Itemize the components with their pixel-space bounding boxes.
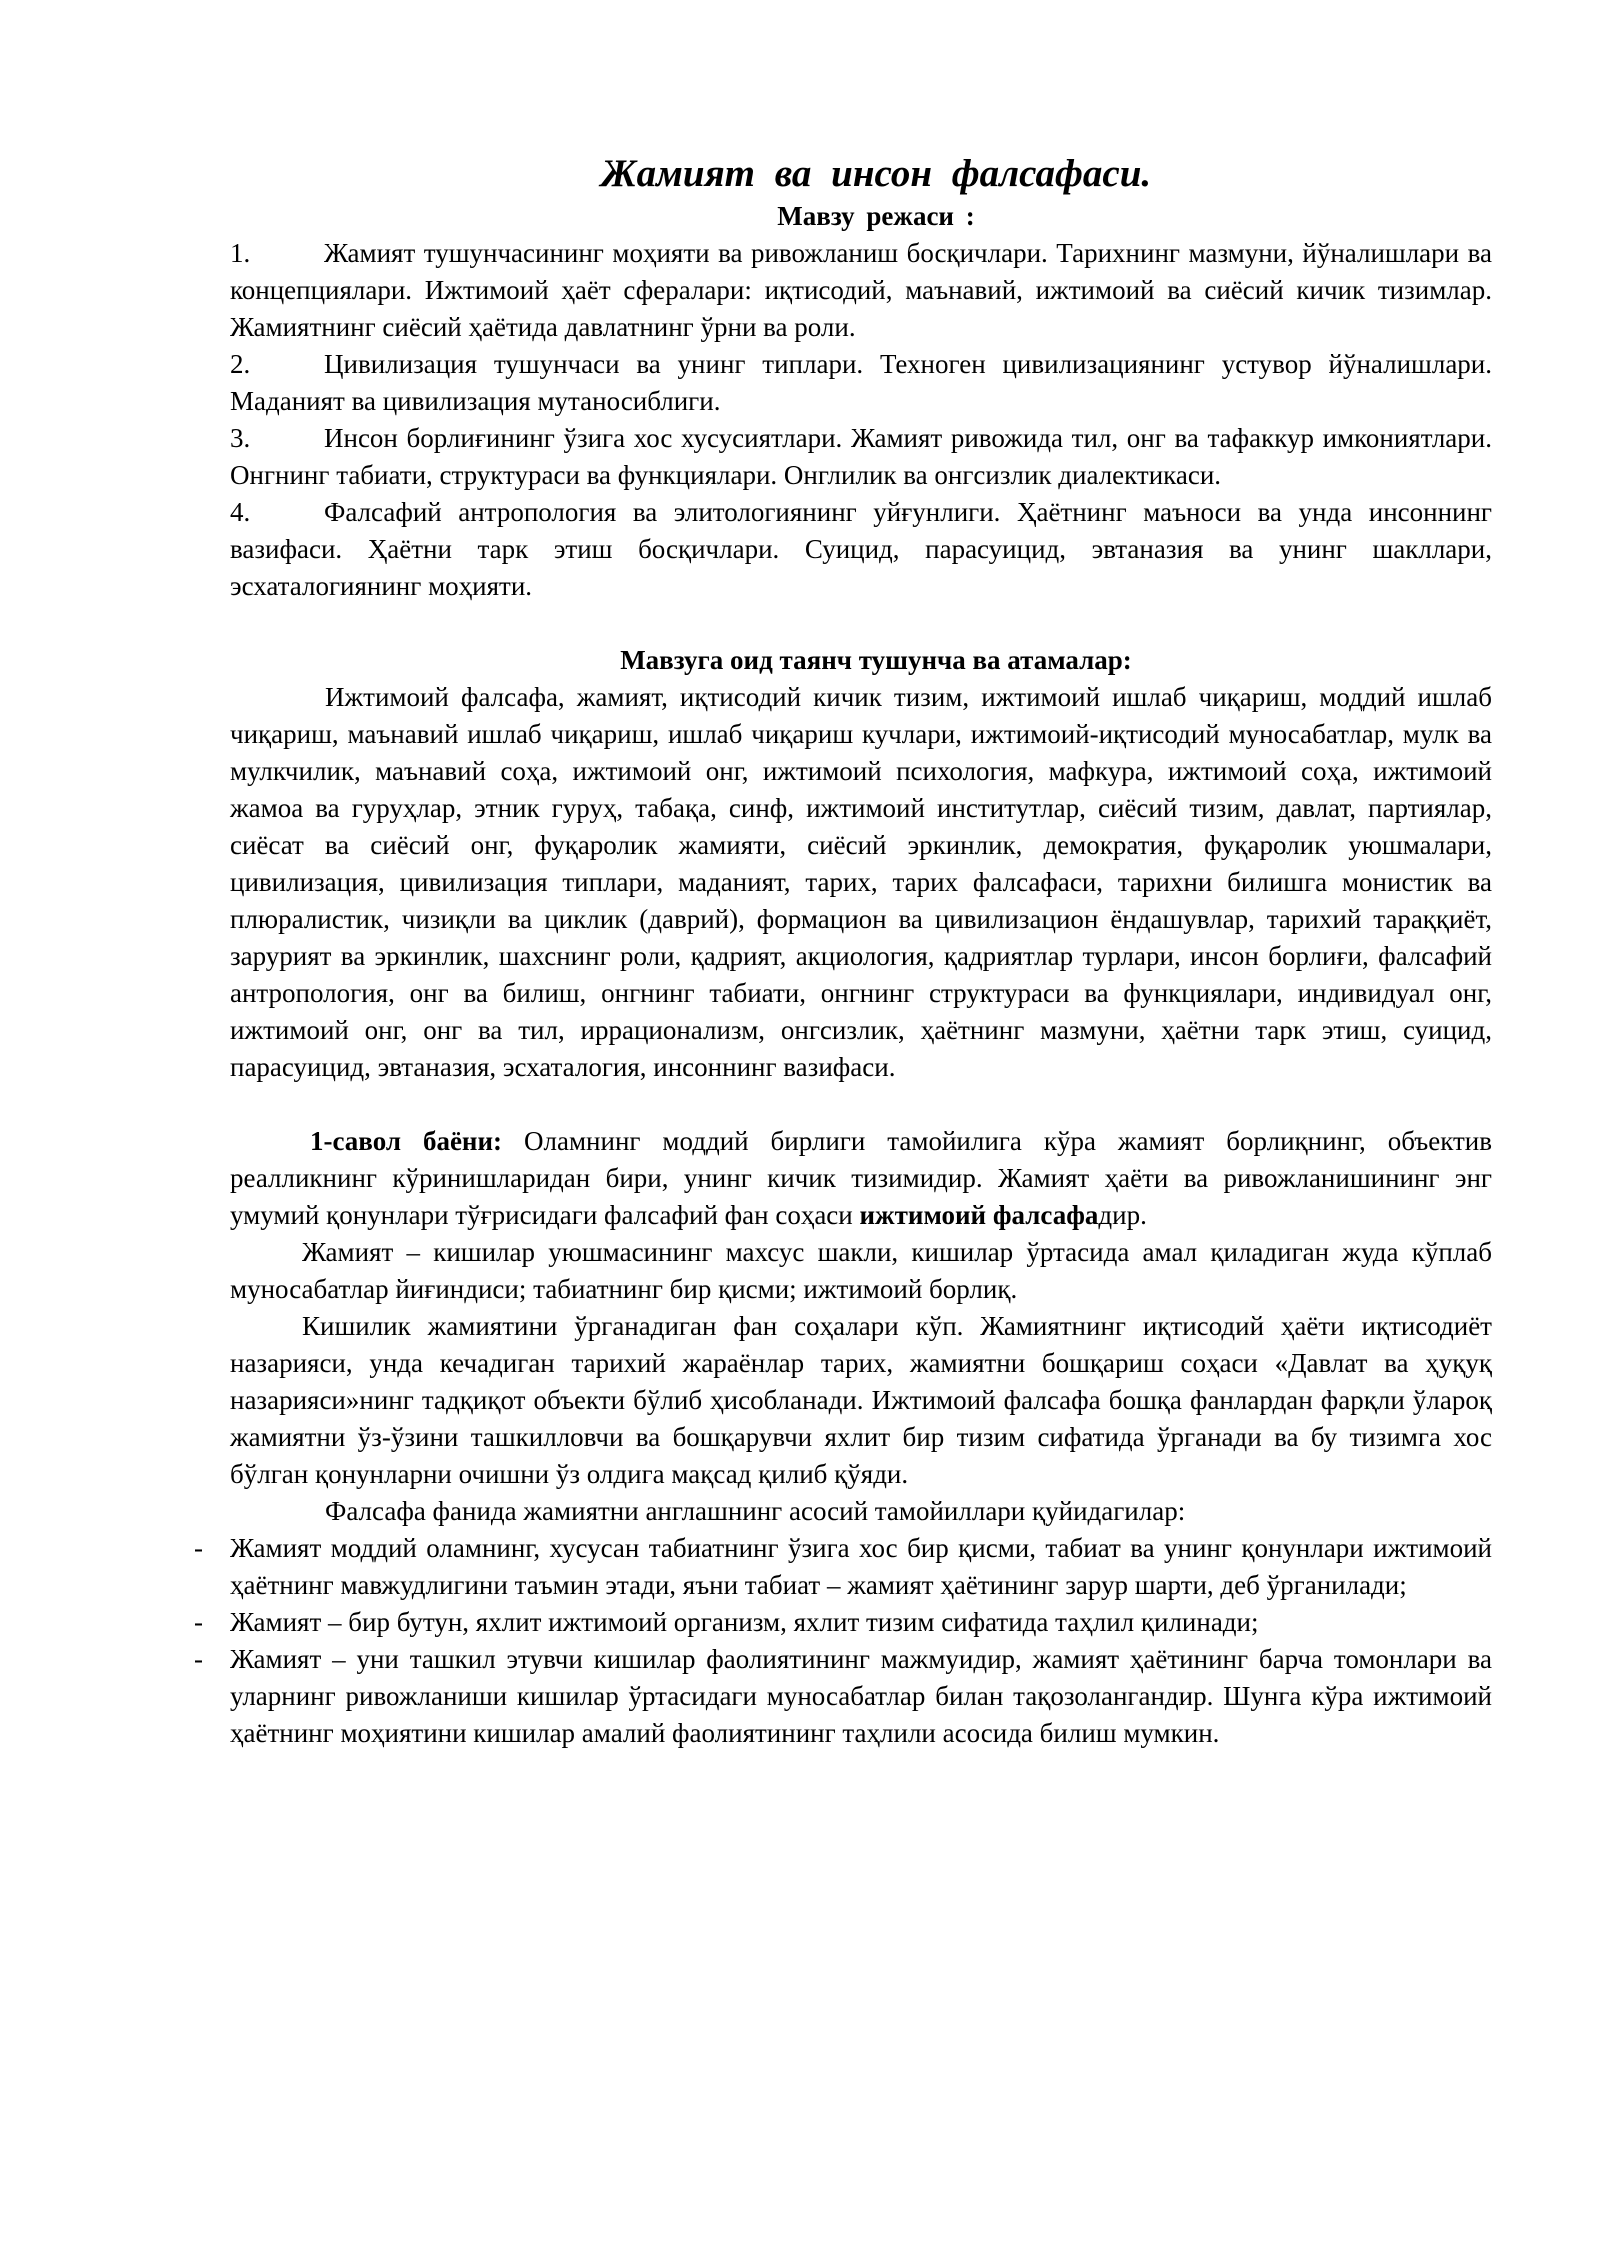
principles-intro-paragraph: Фалсафа фанида жамиятни англашнинг асосий тамойиллари қуйидагилар:: [325, 1496, 1186, 1526]
principles-list: [194, 1530, 1492, 1752]
list-item-text: Жамият моддий оламнинг, хусусан табиатнинг ўзига хос бир қисми, табиат ва унинг қонунлари ижтимоий ҳаётнинг мавжудлигини таъмин этади, яъни табиат – жамият ҳаётининг зарур шарти, деб ўрганилади;: [230, 1533, 1492, 1600]
document-title: Жамият ва инсон фалсафаси.: [600, 152, 1152, 195]
list-item: [194, 1604, 1492, 1641]
document-page: [194, 150, 1492, 1752]
question-1-text-tail: дир.: [1098, 1200, 1147, 1230]
question-1-text: Оламнинг моддий бирлиги тамойилига кўра жамият борлиқнинг, объектив реалликнинг кўринишларидан бири, унинг кичик тизимидир. Жамият ҳаёти ва ривожланишининг энг умумий қонунлари тўғрисидаги фалсафий фан соҳаси: [230, 1126, 1492, 1230]
plan-item-number: 3.: [230, 423, 251, 453]
terms-heading: Мавзуга оид таянч тушунча ва атамалар:: [620, 645, 1132, 675]
plan-heading: Мавзу режаси :: [777, 201, 975, 231]
question-1-label: 1-савол баёни:: [310, 1126, 503, 1156]
question-1-paragraph: [230, 1123, 1492, 1234]
plan-item-text: Инсон борлиғининг ўзига хос хусусиятлари. Жамият ривожида тил, онг ва тафаккур имкониятлари. Онгнинг табиати, структураси ва функциялари. Онглилик ва онгсизлик диалектикаси.: [230, 423, 1492, 490]
plan-item-number: 1.: [230, 238, 251, 268]
sciences-paragraph: Кишилик жамиятини ўрганадиган фан соҳалари кўп. Жамиятнинг иқтисодий ҳаёти иқтисодиёт назарияси, унда кечадиган тарихий жараёнлар тарих, жамиятни бошқариш соҳаси «Давлат ва ҳуқуқ назарияси»нинг тадқиқот объекти бўлиб ҳисобланади. Ижтимоий фалсафа бошқа фанлардан фарқли ўлароқ жамиятни ўз-ўзини ташкилловчи ва бошқарувчи яхлит бир тизим сифатида ўрганади ва бу тизимга хос бўлган қонунларни очишни ўз олдига мақсад қилиб қўяди.: [230, 1311, 1492, 1489]
question-1-bold-term: ижтимоий фалсафа: [859, 1200, 1099, 1230]
list-item: [194, 1530, 1492, 1604]
plan-item-text: Цивилизация тушунчаси ва унинг типлари. Техноген цивилизациянинг устувор йўналишлари. Маданият ва цивилизация мутаносиблиги.: [230, 349, 1492, 416]
plan-item-text: Жамият тушунчасининг моҳияти ва ривожланиш босқичлари. Тарихнинг мазмуни, йўналишлари ва концепциялари. Ижтимоий ҳаёт сфералари: иқтисодий, маънавий, ижтимоий ва сиёсий кичик тизимлар. Жамиятнинг сиёсий ҳаётида давлатнинг ўрни ва роли.: [230, 238, 1492, 342]
terms-paragraph: Ижтимоий фалсафа, жамият, иқтисодий кичик тизим, ижтимоий ишлаб чиқариш, моддий ишлаб чиқариш, маънавий ишлаб чиқариш, ишлаб чиқариш кучлари, ижтимоий-иқтисодий муносабатлар, мулк ва мулкчилик, маънавий соҳа, ижтимоий онг, ижтимоий психология, мафкура, ижтимоий соҳа, ижтимоий жамоа ва гуруҳлар, этник гуруҳ, табақа, синф, ижтимоий институтлар, сиёсий тизим, давлат, партиялар, сиёсат ва сиёсий онг, фуқаролик жамияти, сиёсий эркинлик, демократия, фуқаролик уюшмалари, цивилизация, цивилизация типлари, маданият, тарих, тарих фалсафаси, тарихни билишга монистик ва плюралистик, чизиқли ва циклик (даврий), формацион ва цивилизацион ёндашувлар, тарихий тараққиёт, зарурият ва эркинлик, шахснинг роли, қадрият, акциология, қадриятлар турлари, инсон борлиғи, фалсафий антропология, онг ва билиш, онгнинг табиати, онгнинг структураси ва функциялари, индивидуал онг, ижтимоий онг, онг ва тил, иррационализм, онгсизлик, ҳаётнинг мазмуни, ҳаётни тарк этиш, суицид, парасуицид, эвтаназия, эсхаталогия, инсоннинг вазифаси.: [230, 682, 1492, 1082]
plan-item-number: 4.: [230, 497, 251, 527]
list-item-text: Жамият – бир бутун, яхлит ижтимоий организм, яхлит тизим сифатида таҳлил қилинади;: [230, 1607, 1259, 1637]
bullet-marker: -: [194, 1607, 203, 1637]
plan-item: [230, 420, 1492, 494]
plan-item-number: 2.: [230, 349, 251, 379]
plan-item-text: Фалсафий антропология ва элитологиянинг уйғунлиги. Ҳаётнинг маъноси ва унда инсоннинг вазифаси. Ҳаётни тарк этиш босқичлари. Суицид, парасуицид, эвтаназия ва унинг шакллари, эсхаталогиянинг моҳияти.: [230, 497, 1492, 601]
plan-item: [230, 494, 1492, 605]
plan-item: [230, 346, 1492, 420]
list-item-text: Жамият – уни ташкил этувчи кишилар фаолиятининг мажмуидир, жамият ҳаётининг барча томонлари ва уларнинг ривожланиши кишилар ўртасидаги муносабатлар билан тақозолангандир. Шунга кўра ижтимоий ҳаётнинг моҳиятини кишилар амалий фаолиятининг таҳлили асосида билиш мумкин.: [230, 1644, 1492, 1748]
list-item: [194, 1641, 1492, 1752]
society-definition-paragraph: Жамият – кишилар уюшмасининг махсус шакли, кишилар ўртасида амал қиладиган жуда кўплаб муносабатлар йиғиндиси; табиатнинг бир қисми; ижтимоий борлиқ.: [230, 1237, 1492, 1304]
bullet-marker: -: [194, 1533, 203, 1563]
plan-item: [230, 235, 1492, 346]
bullet-marker: -: [194, 1644, 203, 1674]
